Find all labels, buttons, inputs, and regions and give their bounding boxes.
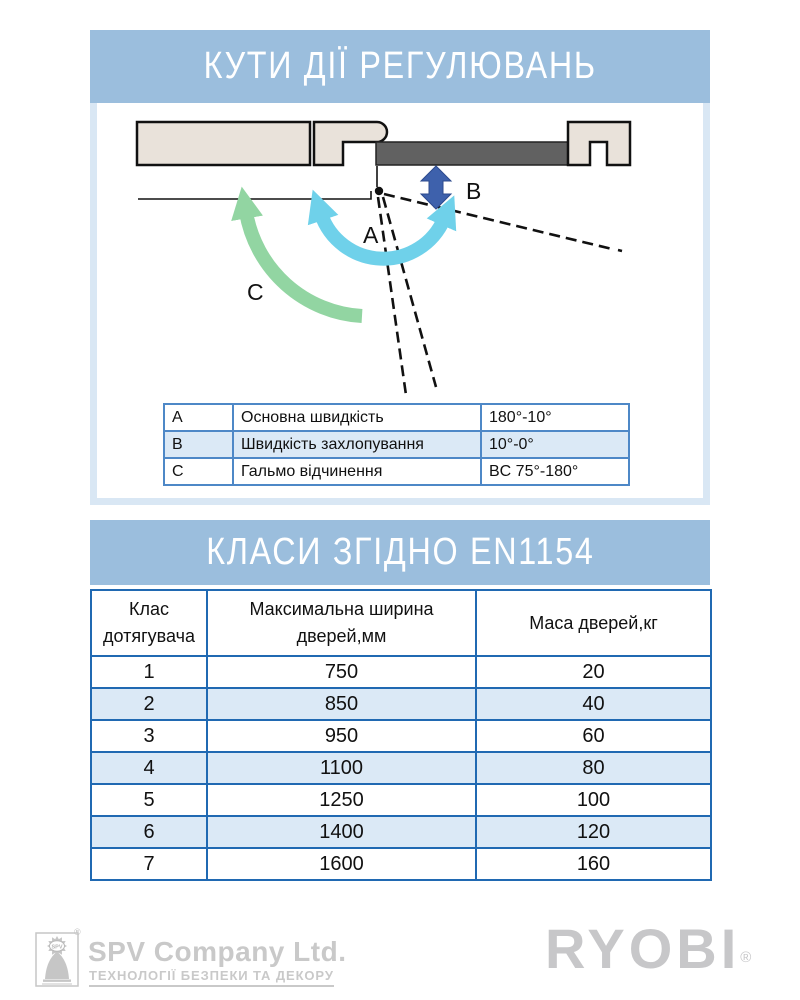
label-b: B [466,178,482,204]
table-header-row [91,590,711,656]
cell-mass: 40 [476,688,711,720]
cell-class: 6 [91,816,207,848]
table-row [91,688,711,720]
section-classes [90,520,710,881]
cell-width: 950 [207,720,476,752]
footer [0,910,800,1000]
cell-mass: 160 [476,848,711,880]
ryobi-logo [545,918,751,980]
cell-width: 1400 [207,816,476,848]
adjustment-key: C [164,458,233,485]
header-door-mass: Маса дверей,кг [476,590,711,656]
cell-class: 4 [91,752,207,784]
cell-class: 5 [91,784,207,816]
spv-registered-mark: ® [74,927,81,937]
spv-logo-icon [35,932,79,987]
spv-company-name: SPV Company Ltd. [88,936,347,967]
cell-width: 850 [207,688,476,720]
adjustment-key: A [164,404,233,431]
closed-door-line [138,191,371,199]
cell-class: 3 [91,720,207,752]
frame-right [568,122,630,165]
table-row [91,656,711,688]
section-angles-header [90,30,710,103]
cell-mass: 80 [476,752,711,784]
pivot-point [375,187,383,195]
table-row [91,848,711,880]
cell-mass: 100 [476,784,711,816]
table-row [91,720,711,752]
cell-class: 7 [91,848,207,880]
angles-diagram-area [90,103,710,505]
table-row [91,784,711,816]
table-row [91,816,711,848]
cell-width: 1250 [207,784,476,816]
adjustment-key: B [164,431,233,458]
table-row [164,404,629,431]
adjustment-name: Основна швидкість [233,404,481,431]
adjustments-table [163,403,630,486]
adjustment-name: Швидкість захлопування [233,431,481,458]
table-row [164,458,629,485]
cell-mass: 120 [476,816,711,848]
table-row [164,431,629,458]
adjustment-name: Гальмо відчинення [233,458,481,485]
ryobi-wordmark: RYOBI [545,917,741,980]
label-c: C [247,279,264,305]
section-classes-title: КЛАСИ ЗГІДНО EN1154 [205,531,595,573]
label-a: A [363,222,379,248]
section-angles [90,30,710,505]
adjustment-range: 180°-10° [481,404,629,431]
adjustment-range: BC 75°-180° [481,458,629,485]
cell-width: 750 [207,656,476,688]
arrow-b-latch-speed [421,166,451,209]
spv-tagline: ТЕХНОЛОГІЇ БЕЗПЕКИ ТА ДЕКОРУ [89,968,334,987]
table-row [91,752,711,784]
door-position-dashed-down-1 [378,197,406,395]
spv-logo-text: SPV [51,944,63,951]
ryobi-registered-mark: ® [740,949,752,966]
section-classes-header [90,520,710,585]
cell-width: 1600 [207,848,476,880]
header-closer-class: Клас дотягувача [91,590,207,656]
door-position-dashed-right-tip [618,250,622,251]
wall-left [137,122,310,165]
door-closer-diagram [97,103,703,403]
closer-slide-rail [376,142,582,165]
cell-mass: 60 [476,720,711,752]
header-max-door-width: Максимальна ширина дверей,мм [207,590,476,656]
adjustment-range: 10°-0° [481,431,629,458]
cell-class: 1 [91,656,207,688]
spv-figure-shape [45,952,69,980]
cell-class: 2 [91,688,207,720]
section-angles-title: КУТИ ДІЇ РЕГУЛЮВАНЬ [203,45,597,87]
cell-width: 1100 [207,752,476,784]
classes-table [90,589,712,881]
cell-mass: 20 [476,656,711,688]
